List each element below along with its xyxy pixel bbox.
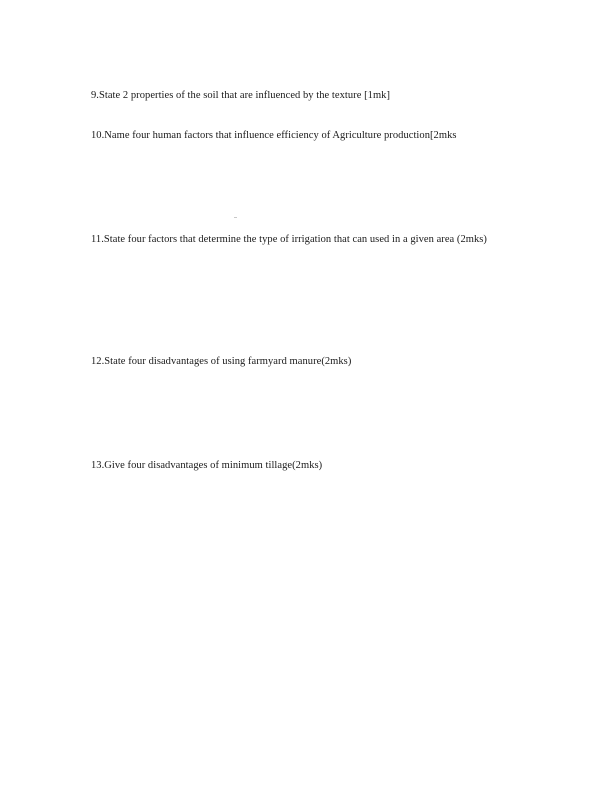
question-10: 10.Name four human factors that influence efficiency of Agriculture production[2mks bbox=[91, 130, 457, 141]
question-13: 13.Give four disadvantages of minimum tillage(2mks) bbox=[91, 460, 323, 471]
question-11: 11.State four factors that determine the type of irrigation that can used in a given area (2mks) bbox=[91, 234, 487, 245]
scan-speck bbox=[234, 217, 237, 218]
question-12: 12.State four disadvantages of using farmyard manure(2mks) bbox=[91, 356, 352, 367]
question-9: 9.State 2 properties of the soil that are influenced by the texture [1mk] bbox=[91, 90, 391, 101]
